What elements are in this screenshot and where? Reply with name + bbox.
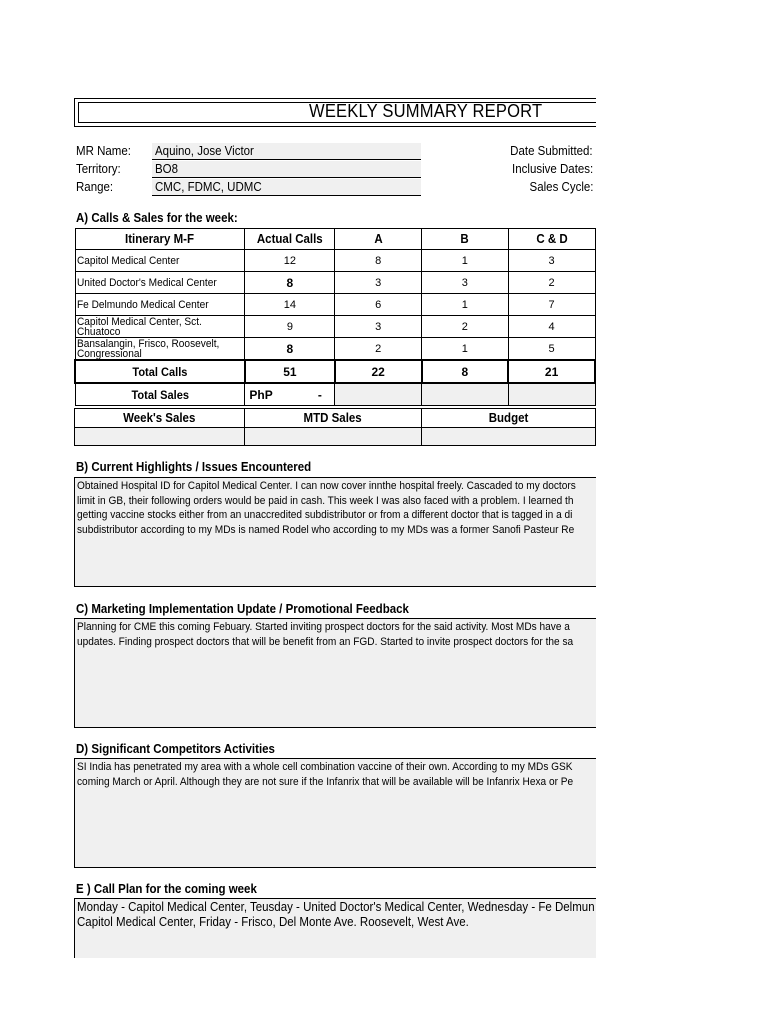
cd-cell[interactable]: 7 xyxy=(508,294,595,316)
a-cell[interactable]: 3 xyxy=(335,272,422,294)
total-b: 8 xyxy=(422,360,509,383)
header-cd: C & D xyxy=(508,229,595,250)
territory-value: BO8 xyxy=(155,162,179,176)
highlights-textbox[interactable] xyxy=(74,477,596,587)
total-a: 22 xyxy=(335,360,422,383)
total-sales-value: - xyxy=(317,387,322,402)
header-a: A xyxy=(335,229,422,250)
range-value: CMC, FDMC, UDMC xyxy=(155,180,262,194)
b-cell[interactable]: 2 xyxy=(422,316,509,338)
actual-calls-cell[interactable]: 8 xyxy=(245,272,335,294)
inclusive-dates-label: Inclusive Dates: xyxy=(511,162,593,176)
itinerary-cell[interactable]: Fe Delmundo Medical Center xyxy=(75,294,245,316)
text-line: Planning for CME this coming Febuary. Started inviting prospect doctors for the said activity. Most MDs have a xyxy=(77,621,570,633)
total-sales-currency: PhP xyxy=(249,387,273,402)
table-row xyxy=(75,338,595,361)
text-line: Obtained Hospital ID for Capitol Medical Center. I can now cover innthe hospital freely. Cascaded to my doctors xyxy=(77,480,576,492)
cd-cell[interactable]: 3 xyxy=(508,250,595,272)
total-sales-cd[interactable] xyxy=(508,383,595,406)
actual-calls-cell[interactable]: 12 xyxy=(245,250,335,272)
header-weeks-sales: Week's Sales xyxy=(75,409,245,428)
sales-cycle-label: Sales Cycle: xyxy=(529,180,593,194)
a-cell[interactable]: 8 xyxy=(335,250,422,272)
table-row xyxy=(75,272,595,294)
calls-table xyxy=(74,228,596,406)
header-itinerary: Itinerary M-F xyxy=(75,229,245,250)
b-cell[interactable]: 1 xyxy=(422,294,509,316)
competitors-textbox[interactable] xyxy=(74,758,596,868)
text-line: limit in GB, their following orders would be paid in cash. This week I was also faced with a problem. I learned th xyxy=(77,494,574,507)
text-line: subdistributor according to my MDs is named Rodel who according to my MDs was a former Sanofi Pasteur Re xyxy=(77,523,575,536)
b-cell[interactable]: 3 xyxy=(422,272,509,294)
text-line: coming March or April. Although they are not sure if the Infanrix that will be available will be Infanrix Hexa or Pe xyxy=(77,775,574,788)
header-budget: Budget xyxy=(422,409,596,428)
actual-calls-cell[interactable]: 8 xyxy=(245,338,335,361)
total-calls-row xyxy=(75,360,595,383)
total-sales-a[interactable] xyxy=(335,383,422,406)
itinerary-cell[interactable]: Bansalangin, Frisco, Roosevelt, Congressional xyxy=(75,338,245,361)
section-c-heading: C) Marketing Implementation Update / Promotional Feedback xyxy=(76,602,409,616)
call-plan-textbox[interactable] xyxy=(74,898,596,958)
table-row xyxy=(75,294,595,316)
itinerary-cell[interactable]: Capitol Medical Center, Sct. Chuatoco xyxy=(75,316,245,338)
table-row xyxy=(75,250,595,272)
sales-header-row xyxy=(75,409,596,428)
budget-cell[interactable] xyxy=(422,428,596,446)
table-row xyxy=(75,316,595,338)
a-cell[interactable]: 6 xyxy=(335,294,422,316)
total-sales-row xyxy=(75,383,595,406)
header-actual-calls: Actual Calls xyxy=(245,229,335,250)
sales-summary-table xyxy=(74,408,596,446)
header-b: B xyxy=(422,229,509,250)
sales-value-row xyxy=(75,428,596,446)
total-actual-calls: 51 xyxy=(245,360,335,383)
itinerary-cell[interactable]: United Doctor's Medical Center xyxy=(75,272,245,294)
section-a-heading: A) Calls & Sales for the week: xyxy=(76,211,238,225)
actual-calls-cell[interactable]: 9 xyxy=(245,316,335,338)
calls-header-row xyxy=(75,229,595,250)
text-line: SI India has penetrated my area with a whole cell combination vaccine of their own. According to my MDs GSK xyxy=(77,761,573,773)
cd-cell[interactable]: 4 xyxy=(508,316,595,338)
cd-cell[interactable]: 5 xyxy=(508,338,595,361)
total-sales-label: Total Sales xyxy=(75,383,245,406)
section-e-heading: E ) Call Plan for the coming week xyxy=(76,882,257,896)
text-line: updates. Finding prospect doctors that will be benefit from an FGD. Started to invite prospect doctors for the sa xyxy=(77,635,574,648)
title-banner xyxy=(74,98,596,127)
itinerary-cell[interactable]: Capitol Medical Center xyxy=(75,250,245,272)
section-b-heading: B) Current Highlights / Issues Encountered xyxy=(76,460,312,474)
total-calls-label: Total Calls xyxy=(75,360,245,383)
date-submitted-label: Date Submitted: xyxy=(510,144,593,158)
text-line: Capitol Medical Center, Friday - Frisco, Del Monte Ave. Roosevelt, West Ave. xyxy=(77,915,469,929)
b-cell[interactable]: 1 xyxy=(422,250,509,272)
range-label: Range: xyxy=(76,180,114,194)
a-cell[interactable]: 2 xyxy=(335,338,422,361)
total-sales-b[interactable] xyxy=(422,383,509,406)
territory-field[interactable] xyxy=(152,161,421,178)
territory-label: Territory: xyxy=(76,162,121,176)
cd-cell[interactable]: 2 xyxy=(508,272,595,294)
marketing-textbox[interactable] xyxy=(74,618,596,728)
mtd-sales-cell[interactable] xyxy=(245,428,422,446)
section-d-heading: D) Significant Competitors Activities xyxy=(76,742,275,756)
report-title: WEEKLY SUMMARY REPORT xyxy=(309,101,543,121)
total-sales-cell[interactable] xyxy=(245,383,335,406)
a-cell[interactable]: 3 xyxy=(335,316,422,338)
mr-name-value: Aquino, Jose Victor xyxy=(155,144,254,158)
mr-name-field[interactable] xyxy=(152,143,421,160)
b-cell[interactable]: 1 xyxy=(422,338,509,361)
header-mtd-sales: MTD Sales xyxy=(245,409,422,428)
total-cd: 21 xyxy=(508,360,595,383)
mr-name-label: MR Name: xyxy=(76,144,131,158)
text-line: getting vaccine stocks either from an unaccredited subdistributor or from a different doctor that is tagged in a di xyxy=(77,509,573,521)
actual-calls-cell[interactable]: 14 xyxy=(245,294,335,316)
range-field[interactable] xyxy=(152,179,421,196)
text-line: Monday - Capitol Medical Center, Teusday - United Doctor's Medical Center, Wednesday - Fe Delmun xyxy=(77,900,595,914)
weeks-sales-cell[interactable] xyxy=(75,428,245,446)
